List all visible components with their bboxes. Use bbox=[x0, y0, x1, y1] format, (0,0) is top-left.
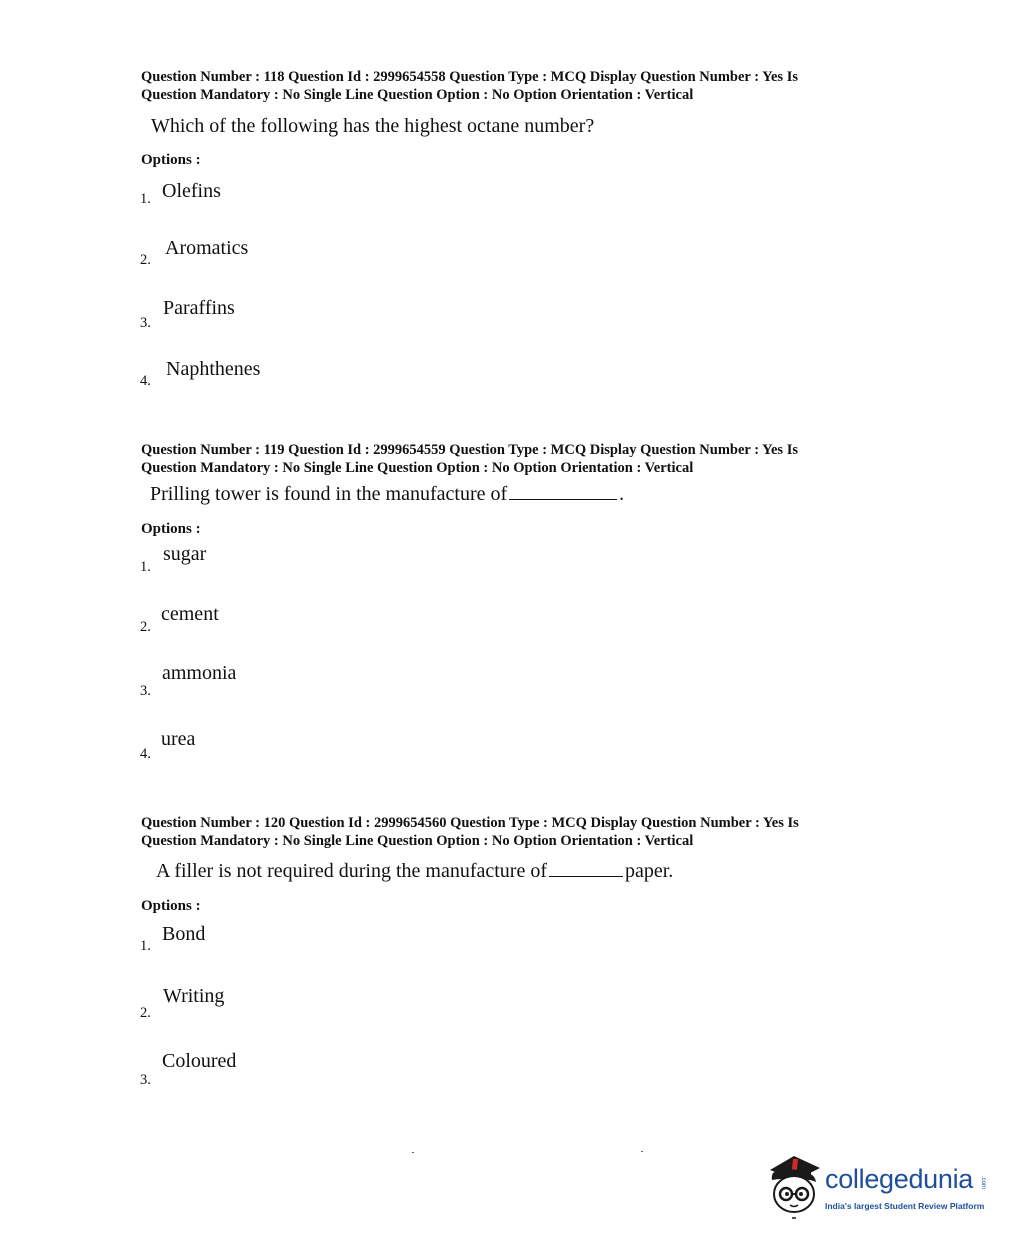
option-text: Bond bbox=[162, 923, 206, 945]
scan-mark bbox=[412, 1152, 414, 1153]
option-text: cement bbox=[161, 603, 219, 625]
question-118-options-label: Options : bbox=[141, 152, 201, 168]
option-number: 2. bbox=[140, 252, 151, 268]
question-119-meta-line-2: Question Mandatory : No Single Line Question Option : No Option Orientation : Vertical bbox=[141, 460, 694, 476]
option-text: ammonia bbox=[162, 662, 237, 684]
question-text-after-blank: paper. bbox=[625, 860, 674, 882]
question-text-before-blank: A filler is not required during the manufacture of bbox=[156, 860, 547, 882]
option-text: sugar bbox=[163, 543, 207, 565]
option-text: urea bbox=[161, 728, 196, 750]
brand-name: collegedunia bbox=[825, 1164, 974, 1194]
question-118-meta-line-2: Question Mandatory : No Single Line Question Option : No Option Orientation : Vertical bbox=[141, 87, 694, 103]
option-text: Naphthenes bbox=[166, 358, 261, 380]
option-number: 2. bbox=[140, 1005, 151, 1021]
brand-tagline: India's largest Student Review Platform bbox=[825, 1201, 985, 1211]
option-number: 1. bbox=[140, 191, 151, 207]
question-119-options-label: Options : bbox=[141, 521, 201, 537]
answer-blank bbox=[509, 498, 617, 500]
option-text: Writing bbox=[163, 985, 225, 1007]
question-118-text: Which of the following has the highest octane number? bbox=[151, 115, 595, 137]
option-number: 3. bbox=[140, 683, 151, 699]
option-number: 1. bbox=[140, 559, 151, 575]
option-number: 4. bbox=[140, 746, 151, 762]
question-119-meta-line-1: Question Number : 119 Question Id : 2999654559 Question Type : MCQ Display Question Number : Yes Is bbox=[141, 442, 798, 458]
brand-domain-suffix: .com bbox=[980, 1176, 986, 1190]
answer-blank bbox=[549, 875, 623, 877]
question-text-after-blank: . bbox=[619, 483, 625, 505]
scan-mark bbox=[641, 1151, 643, 1152]
option-number: 4. bbox=[140, 373, 151, 389]
question-119-text bbox=[150, 483, 624, 506]
option-text: Aromatics bbox=[165, 237, 249, 259]
option-number: 3. bbox=[140, 1072, 151, 1088]
option-text: Olefins bbox=[162, 180, 221, 202]
question-120-text bbox=[156, 860, 673, 883]
option-text: Paraffins bbox=[163, 297, 235, 319]
option-text: Coloured bbox=[162, 1050, 237, 1072]
question-120-meta-line-1: Question Number : 120 Question Id : 2999654560 Question Type : MCQ Display Question Number : Yes Is bbox=[141, 815, 799, 831]
question-text-before-blank: Prilling tower is found in the manufacture of bbox=[150, 483, 508, 505]
question-120-meta-line-2: Question Mandatory : No Single Line Question Option : No Option Orientation : Vertical bbox=[141, 833, 694, 849]
collegedunia-mascot-logo-icon bbox=[764, 1152, 826, 1222]
option-number: 2. bbox=[140, 619, 151, 635]
option-number: 1. bbox=[140, 938, 151, 954]
option-number: 3. bbox=[140, 315, 151, 331]
question-118-meta-line-1: Question Number : 118 Question Id : 2999654558 Question Type : MCQ Display Question Number : Yes Is bbox=[141, 69, 798, 85]
question-120-options-label: Options : bbox=[141, 898, 201, 914]
